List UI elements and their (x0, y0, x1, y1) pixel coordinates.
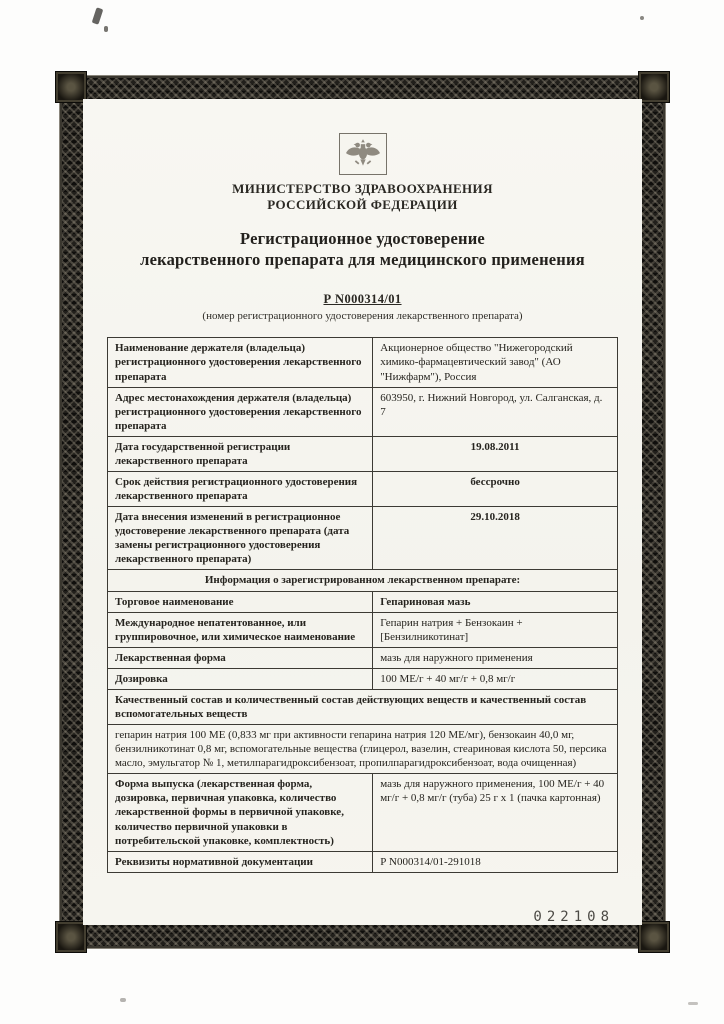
field-label-release-form: Форма выпуска (лекарственная форма, дозировка, первичная упаковка, количество лекарственной формы в первичной упаковке, количество первичной упаковки в потребительской упаковке, комплектность) (108, 774, 373, 851)
table-row-trade-name (108, 591, 618, 612)
field-value-trade-name: Гепариновая мазь (373, 591, 618, 612)
table-row-address (108, 387, 618, 436)
document-title (107, 228, 618, 271)
field-value-validity: бессрочно (373, 472, 618, 507)
field-label-inn: Международное непатентованное, или группировочное, или химическое наименование (108, 612, 373, 647)
border-corner-rosette (639, 922, 669, 952)
field-value-holder: Акционерное общество "Нижегородский химико-фармацевтический завод" (АО "Нижфарм"), Россия (373, 338, 618, 387)
table-row-info-section (108, 570, 618, 591)
ornate-border (60, 76, 665, 948)
field-label-dosage: Дозировка (108, 668, 373, 689)
table-row-dosage (108, 668, 618, 689)
field-label-trade-name: Торговое наименование (108, 591, 373, 612)
field-value-dosage: 100 МЕ/г + 40 мг/г + 0,8 мг/г (373, 668, 618, 689)
table-row-release-form (108, 774, 618, 851)
field-value-release-form: мазь для наружного применения, 100 МЕ/г + 40 мг/г + 0,8 мг/г (туба) 25 г х 1 (пачка картонная) (373, 774, 618, 851)
composition-text: гепарин натрия 100 МЕ (0,833 мг при активности гепарина натрия 120 МЕ/мг), бензокаин 40,0 мг, бензилникотинат 0,8 мг, вспомогательные вещества (глицерол, вазелин, стеариновая кислота 50, персика масло, эмульгатор № 1, метилпарагидроксибензоат, пропилпарагидроксибензоат, вода очищенная) (108, 725, 618, 774)
section-info-header: Информация о зарегистрированном лекарственном препарате: (108, 570, 618, 591)
field-label-amendment-date: Дата внесения изменений в регистрационное удостоверение лекарственного препарата (дата замены регистрационного удостоверения лекарственного препарата) (108, 507, 373, 570)
table-row-composition-text (108, 725, 618, 774)
scan-artifact (104, 26, 108, 32)
scan-artifact (688, 1002, 698, 1005)
table-row-dosage-form (108, 647, 618, 668)
field-value-registration-date: 19.08.2011 (373, 436, 618, 471)
scan-artifact (120, 998, 126, 1002)
registration-number: Р N000314/01 (323, 292, 402, 307)
field-value-dosage-form: мазь для наружного применения (373, 647, 618, 668)
scan-artifact (92, 7, 104, 24)
field-value-amendment-date: 29.10.2018 (373, 507, 618, 570)
border-corner-rosette (56, 72, 86, 102)
ministry-line-1: МИНИСТЕРСТВО ЗДРАВООХРАНЕНИЯ (232, 181, 493, 196)
field-label-validity: Срок действия регистрационного удостоверения лекарственного препарата (108, 472, 373, 507)
field-value-inn: Гепарин натрия + Бензокаин + [Бензилникотинат] (373, 612, 618, 647)
ministry-name (107, 181, 618, 214)
composition-header: Качественный состав и количественный состав действующих веществ и качественный состав вспомогательных веществ (108, 689, 618, 724)
document-title-line-2: лекарственного препарата для медицинского применения (140, 249, 585, 269)
serial-stamp: 022108 (533, 909, 614, 925)
field-label-dosage-form: Лекарственная форма (108, 647, 373, 668)
table-row-holder (108, 338, 618, 387)
field-value-address: 603950, г. Нижний Новгород, ул. Салганская, д. 7 (373, 387, 618, 436)
field-label-normative-doc: Реквизиты нормативной документации (108, 851, 373, 872)
border-corner-rosette (56, 922, 86, 952)
table-row-normative-doc (108, 851, 618, 872)
scan-artifact (640, 16, 644, 20)
field-value-normative-doc: Р N000314/01-291018 (373, 851, 618, 872)
table-row-amendment-date (108, 507, 618, 570)
field-label-address: Адрес местонахождения держателя (владельца) регистрационного удостоверения лекарственного препарата (108, 387, 373, 436)
certificate-page (83, 99, 642, 925)
table-row-inn (108, 612, 618, 647)
table-row-registration-date (108, 436, 618, 471)
document-title-line-1: Регистрационное удостоверение (240, 228, 485, 248)
field-label-holder: Наименование держателя (владельца) регистрационного удостоверения лекарственного препарата (108, 338, 373, 387)
border-corner-rosette (639, 72, 669, 102)
table-row-composition-header (108, 689, 618, 724)
ministry-line-2: РОССИЙСКОЙ ФЕДЕРАЦИИ (267, 197, 458, 213)
certificate-table (107, 337, 618, 872)
field-label-registration-date: Дата государственной регистрации лекарственного препарата (108, 436, 373, 471)
russia-coat-of-arms-icon (339, 133, 387, 175)
table-row-validity (108, 472, 618, 507)
registration-number-caption: (номер регистрационного удостоверения лекарственного препарата) (202, 310, 523, 323)
